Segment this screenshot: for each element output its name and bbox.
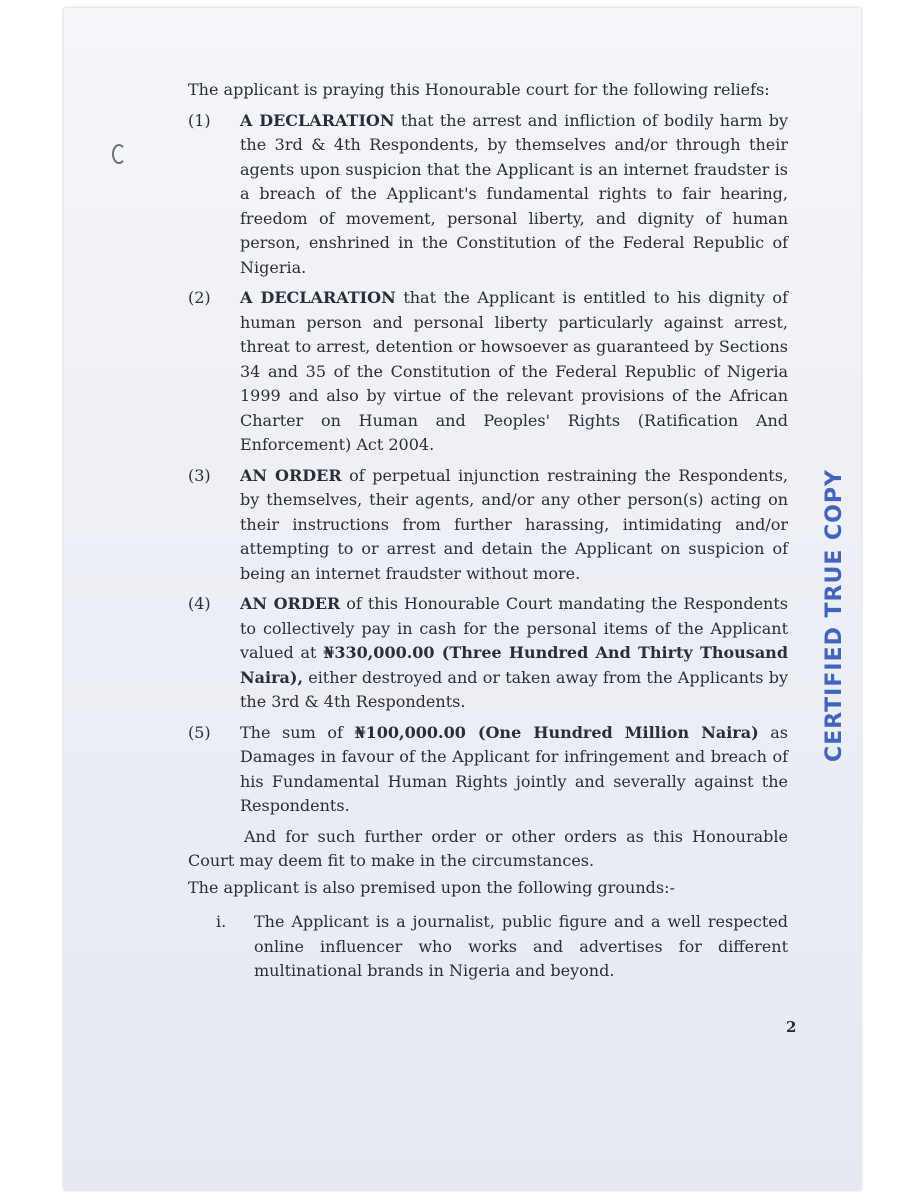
relief-text-after: either destroyed and or taken away from the Applicants by the 3rd & 4th Respondents.: [240, 667, 788, 711]
page-number: 2: [786, 1018, 797, 1036]
relief-text: that the arrest and infliction of bodily harm by the 3rd & 4th Respondents, by themselves and/or through their agents upon suspicion that the Applicant is an internet fraudster is a breach of the Applicant's fundamental rights to fair hearing, freedom of movement, personal liberty, and dignity of human person, enshrined in the Constitution of the Federal Republic of Nigeria.: [240, 110, 789, 277]
relief-amount: ₦330,000.00 (Three Hundred And Thirty Thousand Naira),: [240, 643, 789, 687]
relief-text: of this Honourable Court mandating the Respondents to collectively pay in cash for the personal items of the Applicant valued at: [240, 594, 788, 662]
relief-number: (5): [188, 722, 211, 742]
relief-amount: ₦100,000.00 (One Hundred Million Naira): [354, 722, 759, 742]
relief-item-4: [188, 592, 788, 715]
relief-lead: AN ORDER: [240, 594, 341, 613]
relief-lead: The sum of: [240, 722, 343, 742]
binder-hole-mark: [112, 144, 126, 164]
relief-item-2: [188, 286, 788, 458]
relief-text: that the Applicant is entitled to his dignity of human person and personal liberty particularly against arrest, threat to arrest, detention or howsoever as guaranteed by Sections 34 and 35 of the Constitution of the Federal Republic of Nigeria 1999 and also by virtue of the relevant provisions of the African Charter on Human and Peoples' Rights (Ratification And Enforcement) Act 2004.: [240, 288, 788, 454]
relief-lead: A DECLARATION: [240, 110, 395, 130]
ground-item-1: [188, 910, 788, 984]
document-page: [64, 8, 861, 1190]
relief-number: (4): [188, 594, 211, 613]
relief-item-5: [188, 721, 788, 819]
relief-lead: AN ORDER: [240, 465, 342, 485]
ground-text: The Applicant is a journalist, public figure and a well respected online influencer who works and advertises for different multinational brands in Nigeria and beyond.: [254, 912, 788, 980]
grounds-intro: The applicant is also premised upon the following grounds:-: [188, 877, 675, 897]
relief-text: as Damages in favour of the Applicant for infringement and breach of his Fundamental Human Rights jointly and severally against the Respondents.: [240, 722, 788, 815]
reliefs-intro: The applicant is praying this Honourable court for the following reliefs:: [188, 80, 770, 99]
relief-text: of perpetual injunction restraining the Respondents, by themselves, their agents, and/or any other person(s) acting on their instructions from further harassing, intimidating and/or attempting to or arrest and detain the Applicant on suspicion of being an internet fraudster without more.: [240, 465, 789, 583]
relief-item-3: [188, 464, 788, 587]
stamp-text: CERTIFIED TRUE COPY: [821, 468, 847, 762]
relief-number: (2): [188, 288, 211, 307]
document-body: [188, 78, 788, 984]
relief-number: (1): [188, 110, 211, 130]
ground-number: i.: [216, 912, 227, 931]
relief-lead: A DECLARATION: [240, 288, 396, 307]
further-orders-paragraph: And for such further order or other orders as this Honourable Court may deem fit to make in the circumstances.: [188, 826, 788, 870]
relief-item-1: [188, 109, 788, 281]
certified-true-copy-stamp: [812, 468, 856, 762]
relief-number: (3): [188, 465, 211, 485]
